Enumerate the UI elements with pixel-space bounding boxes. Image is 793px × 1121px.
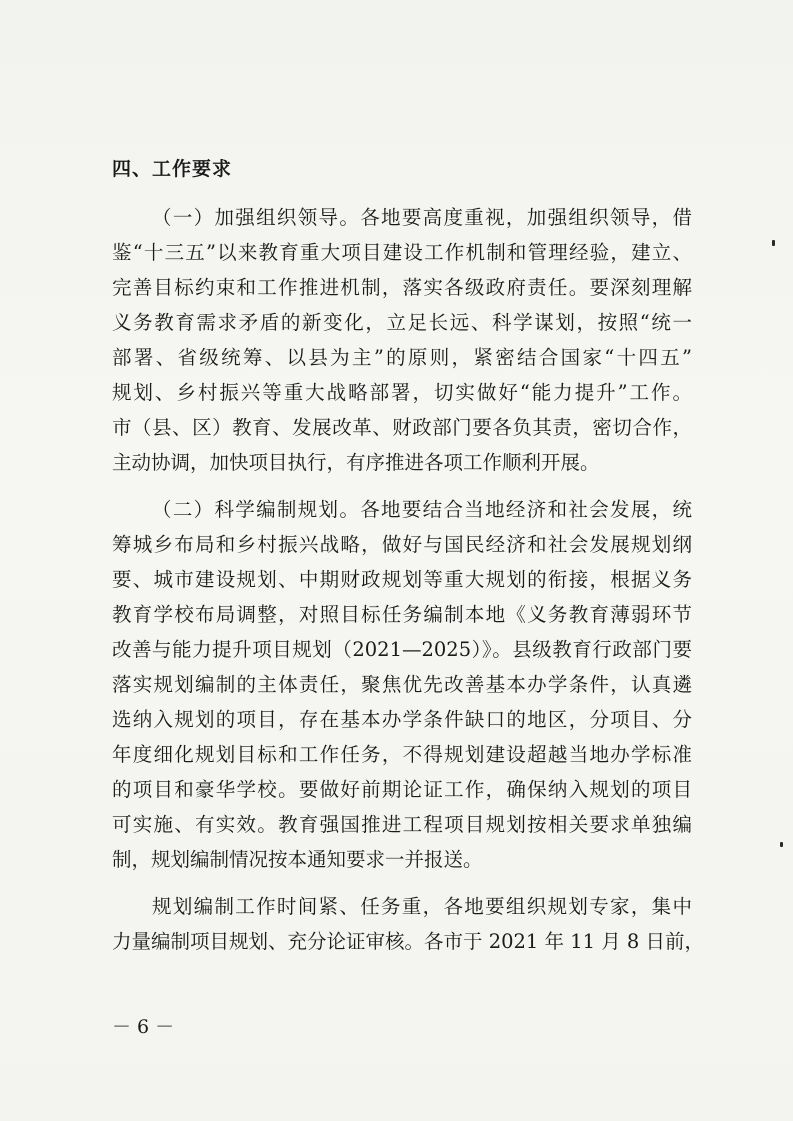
paragraph-line: 落实规划编制的主体责任，聚焦优先改善基本办学条件，认真遴 [112, 673, 692, 696]
paragraph-line: 规划、乡村振兴等重大战略部署，切实做好“能力提升”工作。 [112, 381, 692, 404]
paragraph-line: 筹城乡布局和乡村振兴战略，做好与国民经济和社会发展规划纲 [112, 533, 692, 556]
paragraph-line: 制，规划编制情况按本通知要求一并报送。 [112, 848, 483, 871]
paragraph-line: 主动协调，加快项目执行，有序推进各项工作顺利开展。 [112, 451, 600, 474]
paragraph-line: 选纳入规划的项目，存在基本办学条件缺口的地区，分项目、分 [112, 708, 692, 731]
paragraph-line: 义务教育需求矛盾的新变化，立足长远、科学谋划，按照“统一 [112, 311, 692, 334]
paragraph-line: 教育学校布局调整，对照目标任务编制本地《义务教育薄弱环节 [112, 603, 692, 626]
section-heading: 四、工作要求 [112, 158, 233, 180]
paragraph-line: 的项目和豪华学校。要做好前期论证工作，确保纳入规划的项目 [112, 778, 692, 801]
paragraph-line: 鉴“十三五”以来教育重大项目建设工作机制和管理经验，建立、 [112, 241, 692, 264]
paragraph-line: （一）加强组织领导。各地要高度重视，加强组织领导，借 [152, 206, 692, 229]
scan-speck [780, 842, 783, 847]
paragraph-line: 改善与能力提升项目规划（2021—2025）》。县级教育行政部门要 [112, 638, 692, 661]
paragraph-line: 力量编制项目规划、充分论证审核。各市于 2021 年 11 月 8 日前， [112, 930, 705, 953]
page-number: － 6 － [112, 1016, 175, 1038]
paragraph-line: 规划编制工作时间紧、任务重，各地要组织规划专家，集中 [152, 895, 692, 918]
paragraph-line: 部署、省级统筹、以县为主”的原则，紧密结合国家“十四五” [112, 346, 692, 369]
paragraph-line: 要、城市建设规划、中期财政规划等重大规划的衔接，根据义务 [112, 568, 692, 591]
paragraph-line: 完善目标约束和工作推进机制，落实各级政府责任。要深刻理解 [112, 276, 692, 299]
scan-speck [772, 240, 775, 246]
paragraph-line: （二）科学编制规划。各地要结合当地经济和社会发展，统 [152, 498, 692, 521]
paragraph-line: 市（县、区）教育、发展改革、财政部门要各负其责，密切合作， [112, 416, 692, 439]
paragraph-line: 年度细化规划目标和工作任务，不得规划建设超越当地办学标准 [112, 743, 692, 766]
paragraph-line: 可实施、有实效。教育强国推进工程项目规划按相关要求单独编 [112, 813, 692, 836]
